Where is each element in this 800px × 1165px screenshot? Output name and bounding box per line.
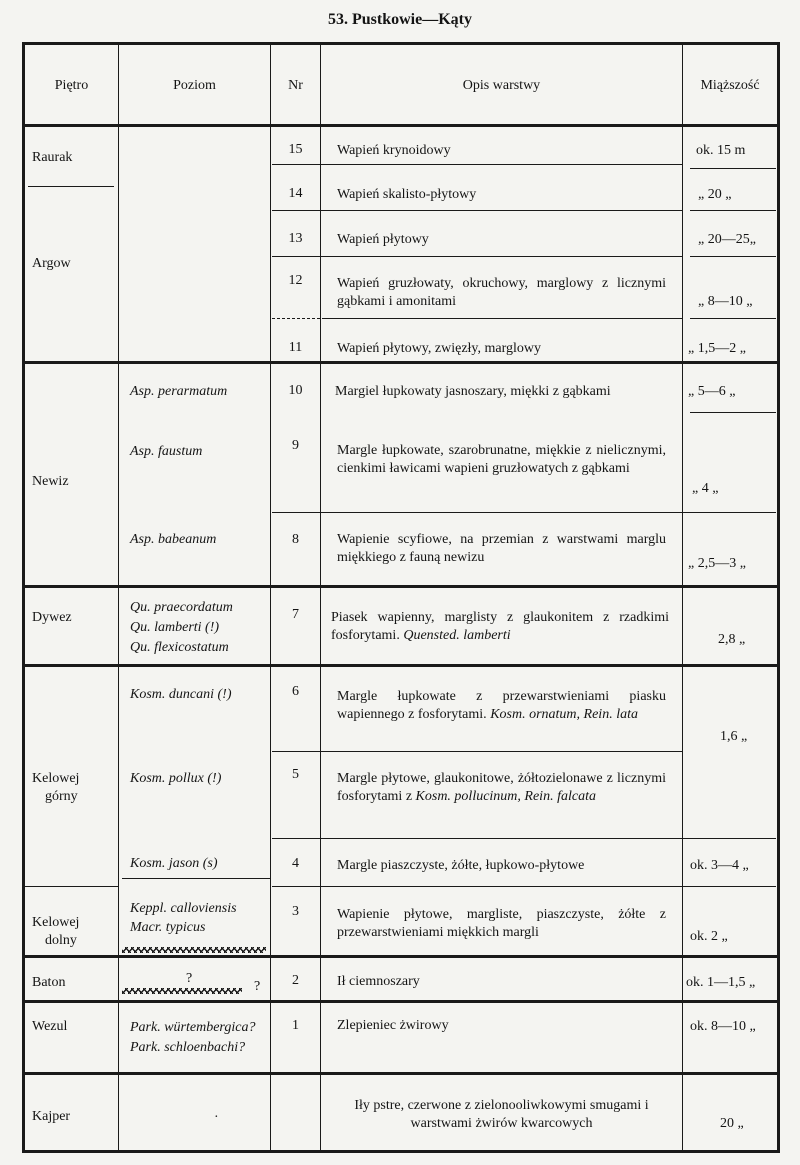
zone-qu-flexicostatum: Qu. flexicostatum — [130, 640, 229, 655]
table-bottom-border — [22, 1150, 780, 1153]
layer-description: Iły pstre, czerwone z zielonooliwkowymi smugami i warstwami żwirów kwarcowych — [354, 1098, 649, 1131]
header-pietro: Piętro — [54, 78, 89, 93]
layer-nr: 9 — [292, 438, 299, 453]
zone-qu-praecordatum: Qu. praecordatum — [130, 600, 233, 615]
divider-raurak-argow — [28, 186, 114, 187]
layer-nr: 1 — [292, 1018, 299, 1033]
col-line-miazszosc — [682, 42, 683, 1153]
zone-asp-perarmatum: Asp. perarmatum — [130, 384, 228, 399]
divider-m-15-14 — [690, 168, 776, 169]
layer-description-text: Piasek wapienny, marglisty z glaukonitem z rzadkimi fosforytami. — [331, 610, 669, 643]
stage-kelowej-dolny-line2: dolny — [45, 933, 77, 948]
layer-description: Margle łupkowate, szarobrunatne, miękkie z nielicznymi, cienkimi ławicami wapieni gruzłowatych z gąbkami — [337, 443, 666, 476]
layer-thickness: ok. 3—4 „ — [690, 858, 749, 873]
divider-layer-9-8 — [272, 512, 776, 513]
stage-kelowej-gorny-line2: górny — [45, 789, 78, 804]
zone-baton-question-2: ? — [254, 979, 261, 994]
col-line-poziom — [118, 42, 119, 1153]
divider-m-10-9 — [690, 412, 776, 413]
layer-description: Wapienie scyfiowe, na przemian z warstwami marglu miękkiego z fauną newizu — [337, 532, 666, 565]
col-line-opis — [320, 42, 321, 1153]
layer-description — [337, 770, 666, 806]
layer-nr: 14 — [288, 186, 303, 201]
stage-kajper: Kajper — [32, 1109, 71, 1124]
divider-baton-wezul — [22, 1000, 780, 1003]
table-top-border — [22, 42, 780, 45]
divider-m-12-11 — [690, 318, 776, 319]
layer-thickness: „ 20 „ — [698, 187, 732, 202]
divider-layer-6-5 — [272, 751, 682, 752]
layer-thickness: „ 20—25„ — [698, 232, 756, 247]
divider-poziom-jason — [122, 878, 270, 879]
layer-description: Wapień krynoidowy — [337, 143, 451, 158]
zone-kosm-pollux: Kosm. pollux (!) — [130, 771, 222, 786]
zone-park-wurtembergica: Park. würtembergica? — [130, 1020, 256, 1035]
layer-description: Margiel łupkowaty jasnoszary, miękki z gąbkami — [335, 384, 611, 399]
layer-description: Margle piaszczyste, żółte, łupkowo-płytowe — [337, 858, 585, 873]
divider-layer-4-3 — [272, 886, 776, 887]
layer-nr: 4 — [292, 856, 299, 871]
layer-description: Ił ciemnoszary — [337, 974, 420, 989]
layer-thickness: „ 2,5—3 „ — [688, 556, 746, 571]
zone-baton-question: ? — [186, 971, 193, 986]
layer-description: Zlepieniec żwirowy — [337, 1018, 449, 1033]
layer-description-fossil: Kosm. ornatum, Rein. lata — [490, 707, 638, 722]
divider-layer-12-11 — [322, 318, 682, 319]
divider-argow-newiz — [22, 361, 780, 364]
dashed-divider-nr-12-11 — [272, 318, 320, 319]
header-divider — [22, 124, 780, 127]
layer-thickness: ok. 15 m — [696, 143, 746, 158]
layer-description-text: Margle płytowe, glaukonitowe, żółtozielonawe z licznymi fosforytami z — [337, 771, 666, 804]
stage-newiz: Newiz — [32, 474, 69, 489]
zone-park-schloenbachi: Park. schloenbachi? — [130, 1040, 246, 1055]
layer-nr: 10 — [288, 383, 303, 398]
zone-macr-typicus: Macr. typicus — [130, 920, 206, 935]
layer-description: Wapień gruzłowaty, okruchowy, marglowy z licznymi gąbkami i amonitami — [337, 276, 666, 309]
layer-description: Wapienie płytowe, margliste, piaszczyste, żółte z przewarstwieniami miękkich margli — [337, 907, 666, 940]
layer-thickness: 1,6 „ — [720, 729, 748, 744]
layer-thickness: 20 „ — [720, 1116, 744, 1131]
header-nr: Nr — [288, 78, 303, 93]
layer-nr: 5 — [292, 767, 299, 782]
stage-dywez: Dywez — [32, 610, 72, 625]
divider-kelowej-baton — [22, 955, 780, 958]
divider-kelowej-gorny-dolny — [25, 886, 118, 887]
divider-wezul-kajper — [22, 1072, 780, 1075]
layer-thickness: „ 5—6 „ — [688, 384, 736, 399]
layer-nr: 3 — [292, 904, 299, 919]
table-left-border — [22, 42, 25, 1153]
layer-thickness: „ 1,5—2 „ — [688, 341, 746, 356]
zone-asp-faustum: Asp. faustum — [130, 444, 203, 459]
divider-m-13-12 — [690, 256, 776, 257]
layer-description — [331, 609, 669, 645]
stage-kelowej-dolny-line1: Kelowej — [32, 915, 80, 930]
layer-description — [337, 688, 666, 724]
zone-qu-lamberti: Qu. lamberti (!) — [130, 620, 220, 635]
layer-description-fossil: Quensted. lamberti — [403, 628, 511, 643]
layer-description: Wapień płytowy — [337, 232, 429, 247]
unconformity-line-callovian — [122, 947, 266, 953]
stage-argow: Argow — [32, 256, 71, 271]
layer-thickness: „ 8—10 „ — [698, 294, 753, 309]
layer-thickness: ok. 1—1,5 „ — [686, 975, 756, 990]
table-right-border — [777, 42, 780, 1153]
zone-kosm-jason: Kosm. jason (s) — [130, 856, 218, 871]
layer-description: Wapień skalisto-płytowy — [337, 187, 477, 202]
layer-description-text: Margle łupkowate z przewarstwieniami piasku wapiennego z fosforytami. — [337, 689, 666, 722]
stage-wezul: Wezul — [32, 1019, 68, 1034]
divider-m-14-13 — [690, 210, 776, 211]
header-opis: Opis warstwy — [462, 78, 541, 93]
layer-thickness: „ 4 „ — [692, 481, 719, 496]
layer-description: Wapień płytowy, zwięzły, marglowy — [337, 341, 542, 356]
header-poziom: Poziom — [173, 78, 216, 93]
header-miazszosc: Miąższość — [700, 78, 760, 93]
page-title: 53. Pustkowie—Kąty — [328, 11, 472, 28]
layer-thickness: ok. 8—10 „ — [690, 1019, 756, 1034]
stage-kelowej-gorny-line1: Kelowej — [32, 771, 80, 786]
divider-dywez-kelowej — [22, 664, 780, 667]
divider-layer-14-13 — [272, 210, 682, 211]
zone-kajper-dot: · — [214, 1110, 219, 1125]
zone-keppl-calloviensis: Keppl. calloviensis — [130, 901, 237, 916]
divider-layer-13-12 — [272, 256, 682, 257]
layer-thickness: ok. 2 „ — [690, 929, 728, 944]
layer-nr: 11 — [288, 340, 303, 355]
layer-nr: 12 — [288, 273, 303, 288]
layer-description-fossil: Kosm. pollucinum, Rein. falcata — [415, 789, 596, 804]
layer-nr: 13 — [288, 231, 303, 246]
layer-thickness: 2,8 „ — [718, 632, 746, 647]
zone-asp-babeanum: Asp. babeanum — [130, 532, 217, 547]
unconformity-line-bathonian — [122, 988, 242, 994]
zone-kosm-duncani: Kosm. duncani (!) — [130, 687, 232, 702]
divider-layer-15-14 — [272, 164, 682, 165]
divider-layer-5-4 — [272, 838, 776, 839]
layer-nr: 15 — [288, 142, 303, 157]
layer-nr: 6 — [292, 684, 299, 699]
stage-raurak: Raurak — [32, 150, 73, 165]
layer-nr: 7 — [292, 607, 299, 622]
divider-newiz-dywez — [22, 585, 780, 588]
stage-baton: Baton — [32, 975, 66, 990]
layer-nr: 2 — [292, 973, 299, 988]
layer-nr: 8 — [292, 532, 299, 547]
